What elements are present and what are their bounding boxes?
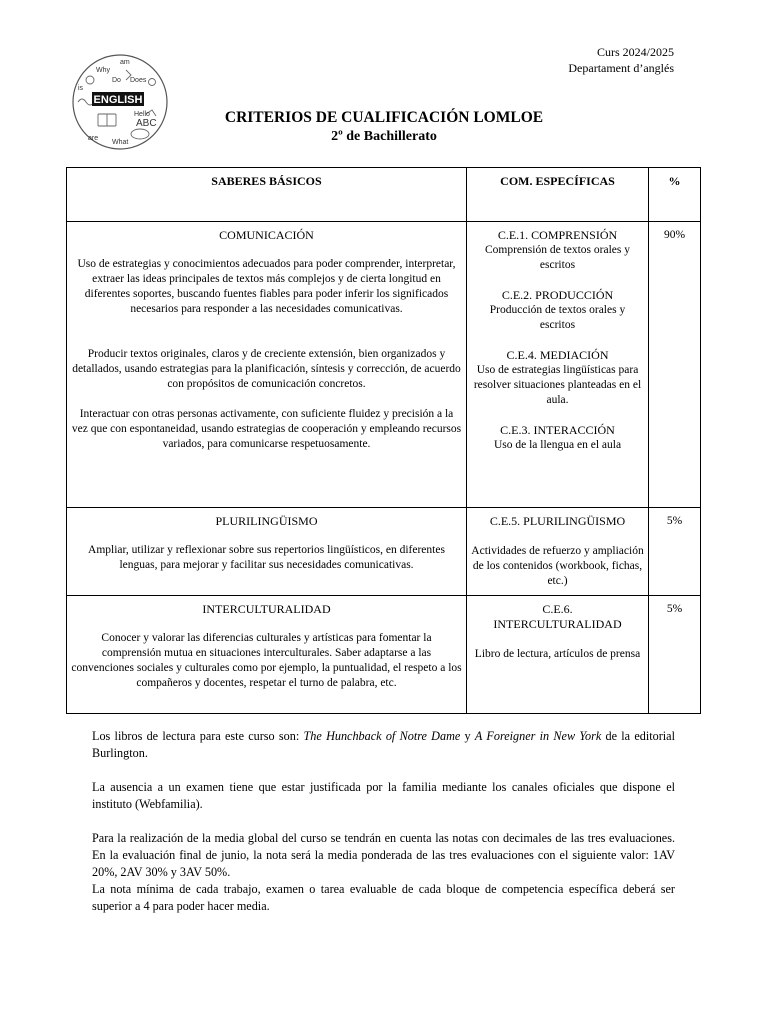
ce-description: Libro de lectura, artículos de prensa (474, 648, 641, 660)
ce-description: Actividades de refuerzo y ampliación de los contenidos (workbook, fichas, etc.) (471, 545, 644, 587)
competencias-cell (467, 508, 649, 596)
logo-word: am (120, 59, 130, 66)
logo-word: Does (130, 77, 147, 84)
header-competencias: COM. ESPECÍFICAS (467, 168, 649, 222)
header-saberes: SABERES BÁSICOS (67, 168, 467, 222)
books-paragraph (92, 728, 675, 762)
ce-title: C.E.3. INTERACCIÓN (500, 423, 615, 437)
course-year: Curs 2024/2025 (596, 45, 674, 59)
percent-cell: 5% (649, 508, 701, 596)
saber-text: Ampliar, utilizar y reflexionar sobre sus repertorios lingüísticos, en diferentes lenguas, para mejorar y facilitar sus necesidades comunicativas. (88, 544, 445, 571)
books-outro: de la editorial Burlington. (92, 729, 675, 760)
logo-word: Do (112, 77, 121, 84)
table-row (67, 222, 701, 508)
ce-title: C.E.4. MEDIACIÓN (506, 348, 609, 362)
minimum-paragraph: La nota mínima de cada trabajo, examen o tarea evaluable de cada bloque de competencia específica deberá ser superior a 4 para poder hacer media. (92, 882, 675, 913)
competencias-cell (467, 596, 649, 714)
body-text (92, 728, 675, 915)
title-block (0, 108, 768, 146)
logo-word: are (88, 135, 99, 142)
table-header-row (67, 168, 701, 222)
books-and: y (460, 729, 475, 743)
absence-paragraph: La ausencia a un examen tiene que estar justificada por la familia mediante los canales oficiales que dispone el instituto (Webfamilia). (92, 780, 675, 811)
book-title: The Hunchback of Notre Dame (303, 729, 461, 743)
percent-cell: 5% (649, 596, 701, 714)
ce-description: Uso de la llengua en el aula (493, 439, 622, 451)
section-title: COMUNICACIÓN (219, 228, 314, 242)
ce-description: Uso de estrategias lingüísticas para resolver situaciones planteadas en el aula. (473, 364, 642, 406)
ce-title: C.E.5. PLURILINGÜISMO (489, 514, 626, 528)
logo-word: is (78, 85, 84, 92)
saber-text: Producir textos originales, claros y de creciente extensión, bien organizados y detallados, usando estrategias para la planificación, síntesis y corrección, de acuerdo con propósitos de comunicación concretos. (72, 348, 461, 390)
table-row (67, 508, 701, 596)
department-name: Departament d’anglés (568, 61, 674, 75)
ce-description: Comprensión de textos orales y escritos (484, 244, 630, 271)
books-intro: Los libros de lectura para este curso son: (92, 729, 304, 743)
header-percent: % (649, 168, 701, 222)
ce-title: C.E.6. INTERCULTURALIDAD (493, 602, 622, 631)
saberes-cell (67, 508, 467, 596)
logo-word: Why (96, 67, 110, 74)
saberes-cell (67, 222, 467, 508)
saber-text: Uso de estrategias y conocimientos adecuados para poder comprender, interpretar, extraer las ideas principales de textos más complejos y de cierta longitud en diferentes soportes, buscando fuentes fiables para poder inferir los significados necesarios para responder a las necesidades comunicativas. (77, 258, 456, 315)
criteria-table (66, 167, 701, 714)
average-paragraph: Para la realización de la media global del curso se tendrán en cuenta las notas con decimales de las tres evaluaciones. En la evaluación final de junio, la nota será la media ponderada de las tres evaluaciones con el siguiente valor: 1AV 20%, 2AV 30% y 3AV 50%. (92, 831, 675, 879)
saberes-cell (67, 596, 467, 714)
section-title: INTERCULTURALIDAD (202, 602, 331, 616)
ce-title: C.E.2. PRODUCCIÓN (501, 288, 614, 302)
table-row (67, 596, 701, 714)
logo-word: What (112, 139, 129, 146)
page-subtitle: 2º de Bachillerato (331, 129, 437, 144)
logo-word: Hello (134, 111, 150, 118)
ce-description: Producción de textos orales y escritos (489, 304, 626, 331)
logo-main-word: ENGLISH (93, 94, 143, 106)
document-header (568, 44, 674, 76)
saber-text: Conocer y valorar las diferencias culturales y artísticas para fomentar la comprensión mutua en situaciones interculturales. Saber adaptarse a las convenciones sociales y culturales como por ejemplo, la puntualidad, el respeto a los compañeros y docentes, respetar el turno de palabra, etc. (71, 632, 462, 689)
competencias-cell (467, 222, 649, 508)
saber-text: Interactuar con otras personas activamente, con suficiente fluidez y precisión a la vez que con espontaneidad, usando estrategias de cooperación y empleando recursos variados, para comunicarse respetuosamente. (71, 408, 462, 450)
page-title: CRITERIOS DE CUALIFICACIÓN LOMLOE (224, 109, 544, 126)
book-title: A Foreigner in New York (474, 729, 602, 743)
ce-title: C.E.1. COMPRENSIÓN (497, 228, 618, 242)
percent-cell: 90% (649, 222, 701, 508)
section-title: PLURILINGÜISMO (215, 514, 318, 528)
logo-word: ABC (136, 118, 157, 129)
